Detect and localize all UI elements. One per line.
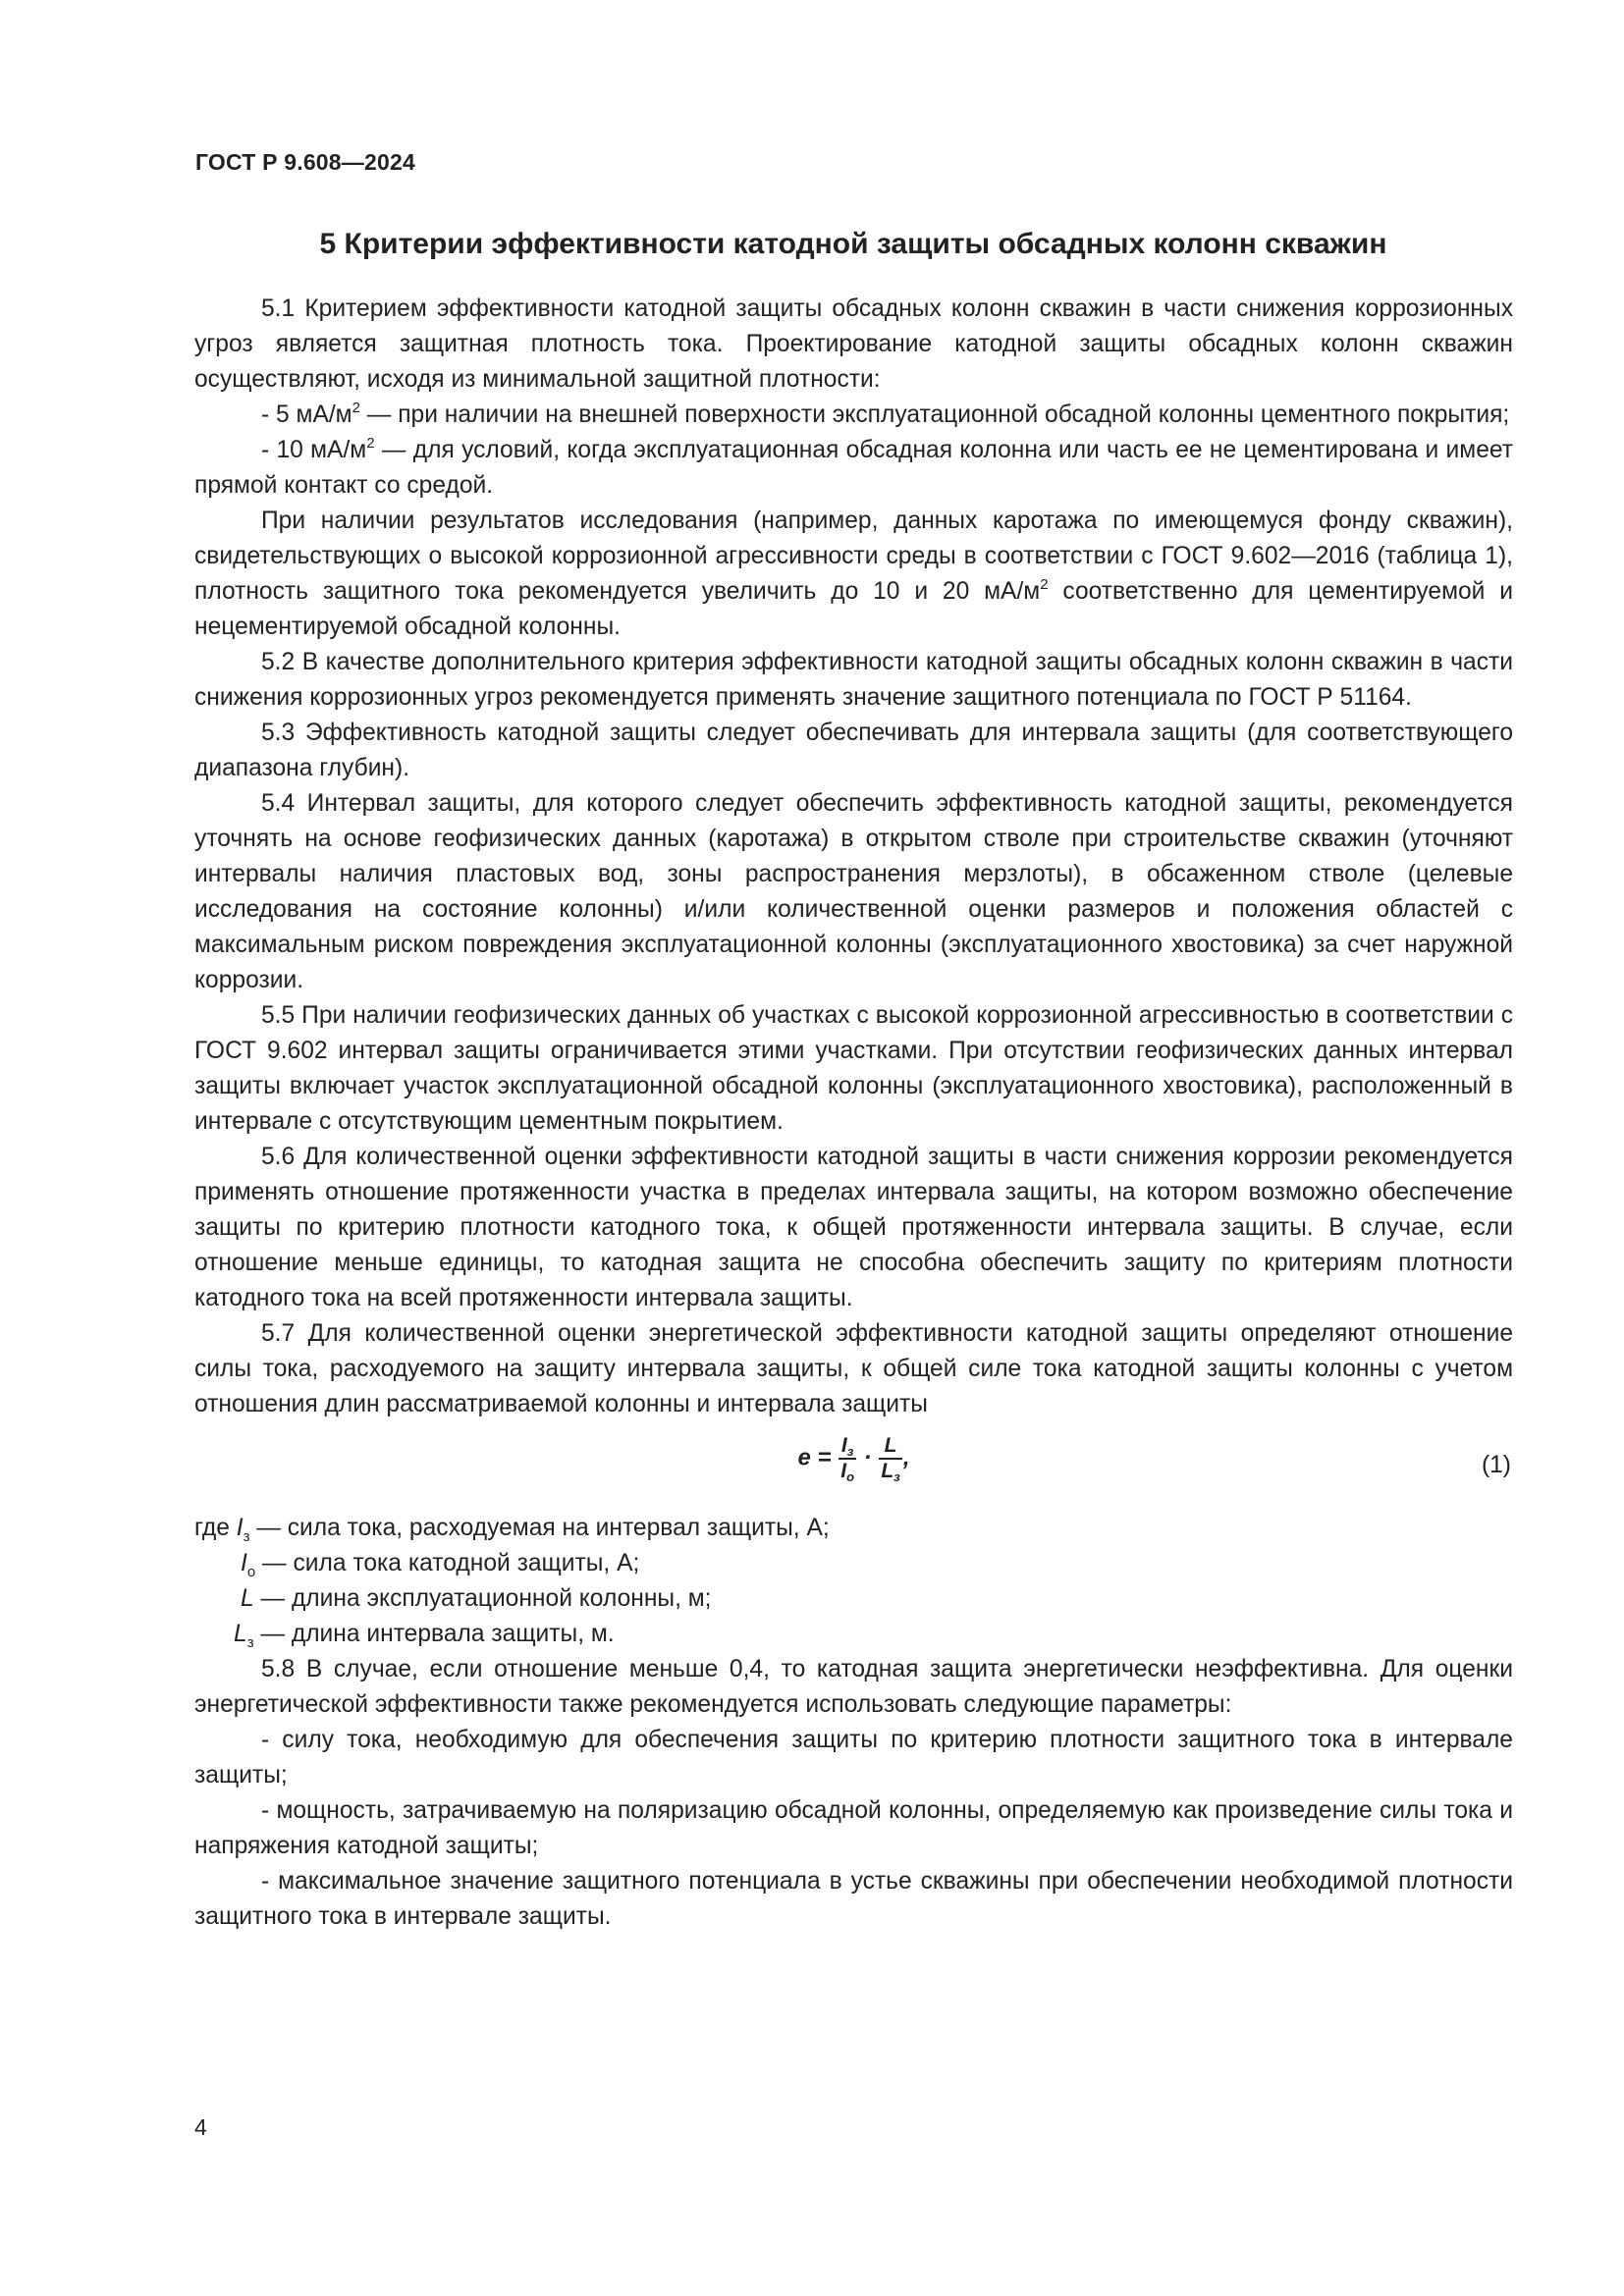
fraction-length: $\frac{L}{L_з}$ [881, 1434, 900, 1484]
list-item: - максимальное значение защитного потенциала в устье скважины при обеспечении необходимой плотности защитного тока в интервале защиты. [194, 1868, 1513, 1930]
document-body [194, 292, 1513, 1935]
where-line: L — длина эксплуатационной колонны, м; [241, 1585, 712, 1612]
fraction-current: $\frac{I_з}{I_о}$ [840, 1434, 855, 1484]
paragraph-5-1: 5.1 Критерием эффективности катодной защиты обсадных колонн скважин в части снижения коррозионных угроз является защитная плотность тока. Проектирование катодной защиты обсадных колонн скважин осуществляют, исходя из минимальной защитной плотности: [194, 295, 1513, 393]
paragraph-5-2: 5.2 В качестве дополнительного критерия эффективности катодной защиты обсадных колонн скважин в части снижения коррозионных угроз рекомендуется применять значение защитного потенциала по ГОСТ Р 51164. [194, 649, 1513, 711]
paragraph-5-1-extra: При наличии результатов исследования (например, данных каротажа по имеющемуся фонду скважин), свидетельствующих о высокой коррозионной агрессивности среды в соответствии с ГОСТ 9.602—2016 (таблица 1), плотность защитного тока рекомендуется увеличить до 10 и 20 $мА/м^2$ соответственно для цементируемой и нецементируемой обсадной колонны. [194, 507, 1513, 640]
where-line: где $I_з$ — сила тока, расходуемая на интервал защиты, А; [194, 1515, 830, 1545]
list-item: - 10 $мА/м^2$ — для условий, когда эксплуатационная обсадная колонна или часть ее не цементирована и имеет прямой контакт со средой. [194, 435, 1514, 499]
list-item: - силу тока, необходимую для обеспечения защиты по критерию плотности защитного тока в интервале защиты; [194, 1727, 1513, 1789]
equation-number: (1) [1481, 1452, 1511, 1478]
list-item: - 5 $мА/м^2$ — при наличии на внешней поверхности эксплуатационной обсадной колонны цементного покрытия; [261, 400, 1510, 428]
paragraph-5-4: 5.4 Интервал защиты, для которого следует обеспечить эффективность катодной защиты, рекомендуется уточнять на основе геофизических данных (каротажа) в открытом стволе при строительстве скважин (уточняют интервалы наличия пластовых вод, зоны распространения мерзлоты), в обсаженном стволе (целевые исследования на состояние колонны) и/или количественной оценки размеров и положения областей с максимальным риском повреждения эксплуатационной колонны (эксплуатационного хвостовика) за счет наружной коррозии. [194, 790, 1513, 993]
document-header: ГОСТ Р 9.608—2024 [195, 149, 415, 175]
where-line: $L_з$ — длина интервала защиты, м. [234, 1621, 615, 1651]
paragraph-5-6: 5.6 Для количественной оценки эффективности катодной защиты в части снижения коррозии рекомендуется применять отношение протяженности участка в пределах интервала защиты, на котором возможно обеспечение защиты по критерию плотности катодного тока, к общей протяженности интервала защиты. В случае, если отношение меньше единицы, то катодная защита не способна обеспечить защиту по критериям плотности катодного тока на всей протяженности интервала защиты. [194, 1144, 1513, 1311]
paragraph-5-7: 5.7 Для количественной оценки энергетической эффективности катодной защиты определяют отношение силы тока, расходуемого на защиту интервала защиты, к общей силе тока катодной защиты колонны с учетом отношения длин рассматриваемой колонны и интервала защиты [194, 1320, 1513, 1417]
section-title: 5 Критерии эффективности катодной защиты обсадных колонн скважин [319, 228, 1387, 260]
list-item: - мощность, затрачиваемую на поляризацию обсадной колонны, определяемую как произведение силы тока и напряжения катодной защиты; [194, 1797, 1513, 1859]
paragraph-5-8: 5.8 В случае, если отношение меньше 0,4, то катодная защита энергетически неэффективна. Для оценки энергетической эффективности также рекомендуется использовать следующие параметры: [194, 1656, 1513, 1718]
page-number: 4 [194, 2114, 207, 2140]
formula-1 [194, 1430, 1513, 1503]
formula-expression: e = $\frac{I_з}{I_о}$ · $\frac{L}{L_з}$ , [797, 1434, 910, 1484]
paragraph-5-3: 5.3 Эффективность катодной защиты следует обеспечивать для интервала защиты (для соответствующего диапазона глубин). [194, 720, 1513, 781]
paragraph-5-5: 5.5 При наличии геофизических данных об участках с высокой коррозионной агрессивностью в соответствии с ГОСТ 9.602 интервал защиты ограничивается этими участками. При отсутствии геофизических данных интервал защиты включает участок эксплуатационной обсадной колонны (эксплуатационного хвостовика), расположенный в интервале с отсутствующим цементным покрытием. [194, 1002, 1513, 1135]
where-line: $I_о$ — сила тока катодной защиты, А; [241, 1550, 640, 1580]
